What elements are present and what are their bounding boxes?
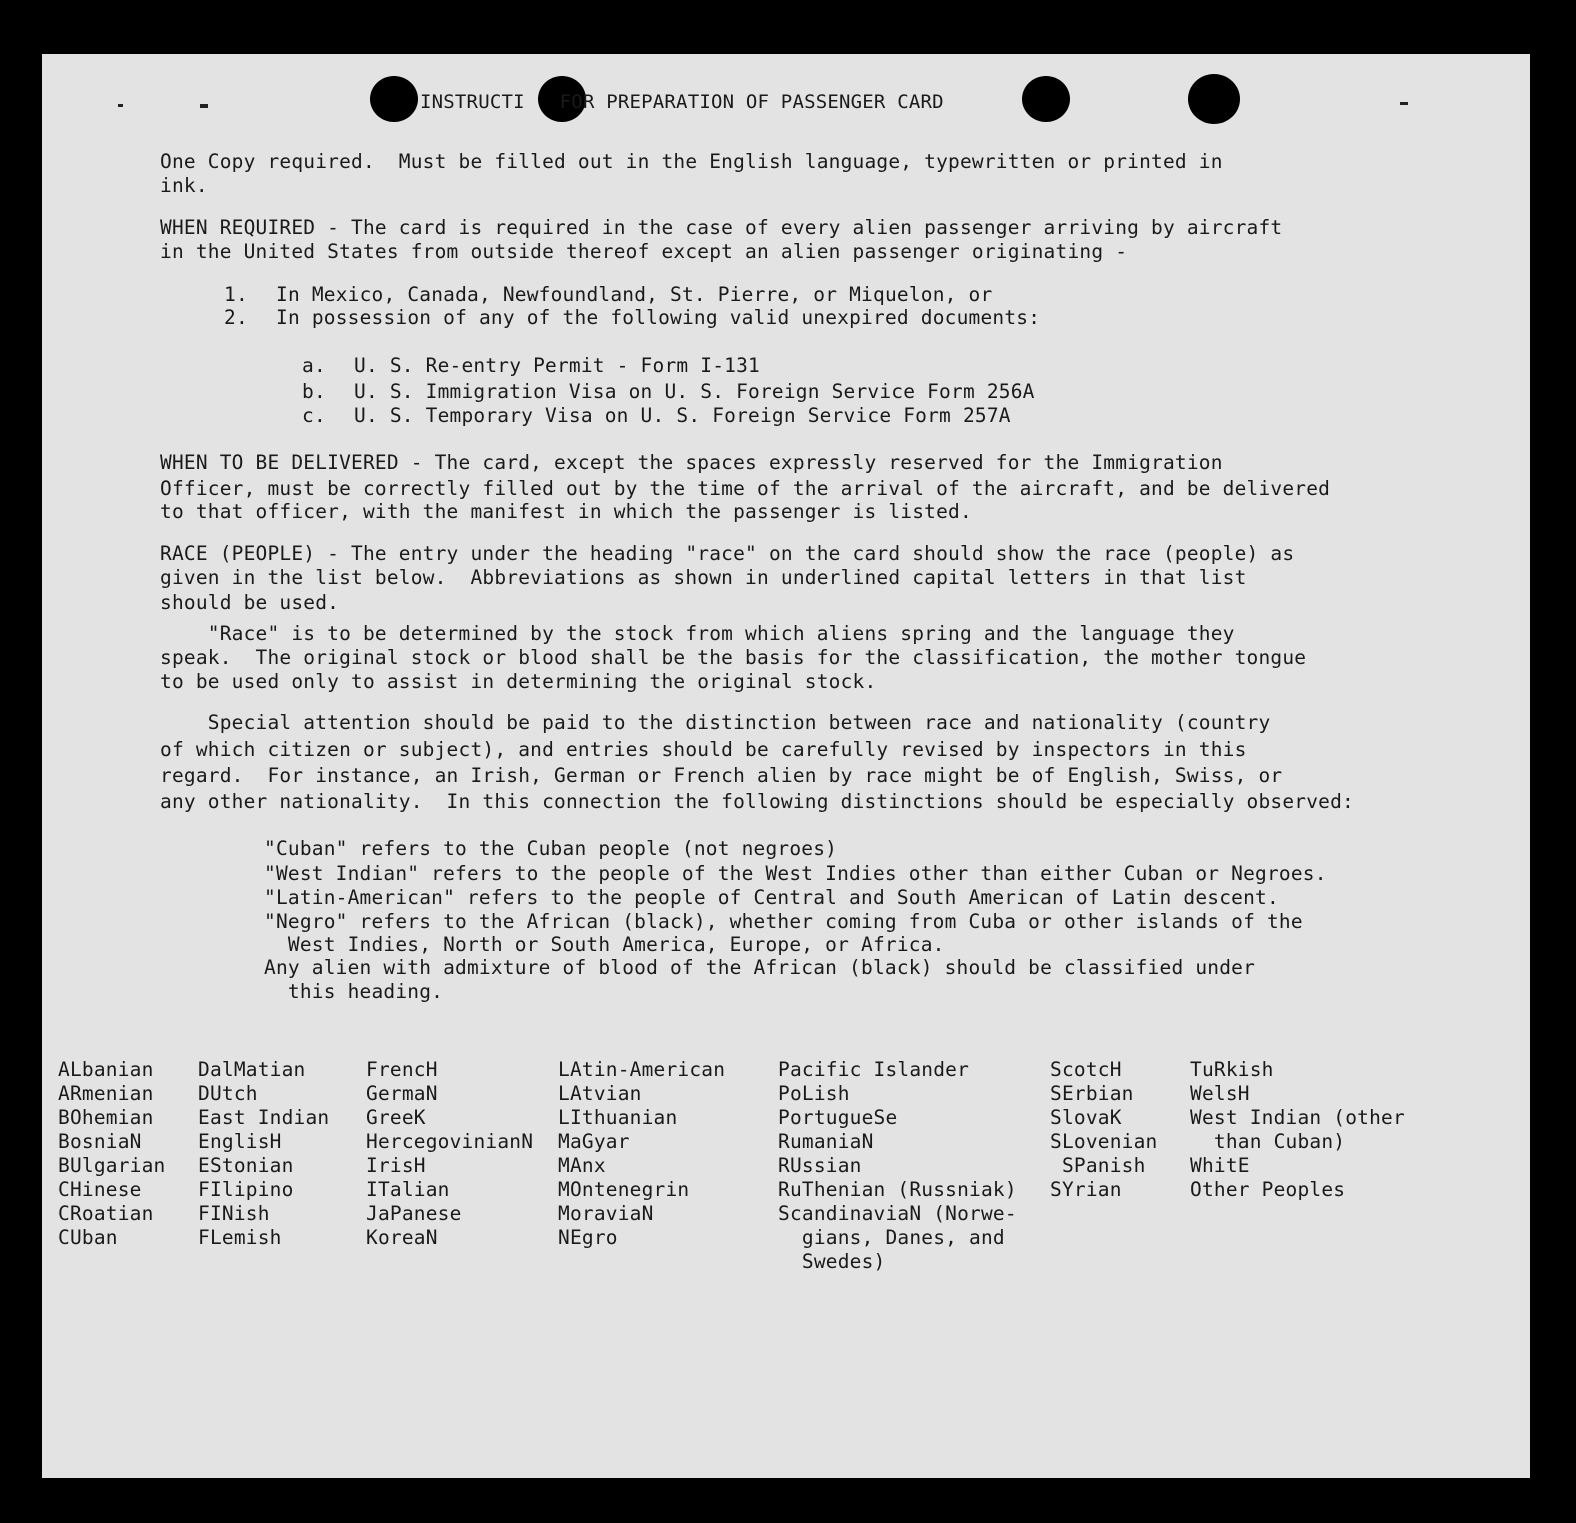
lettered-item-text: U. S. Immigration Visa on U. S. Foreign Service Form 256A [354, 380, 1035, 403]
race-list-item: TuRkish [1190, 1058, 1274, 1081]
race-list-item: PoLish [778, 1082, 850, 1105]
race-list-item: West Indian (other [1190, 1106, 1405, 1129]
race-list-item: BosniaN [58, 1130, 142, 1153]
special-attention-line: regard. For instance, an Irish, German or French alien by race might be of English, Swiss, or [160, 764, 1283, 787]
race-list-item: GermaN [366, 1082, 438, 1105]
race-list-item: MaGyar [558, 1130, 630, 1153]
race-list-item: DUtch [198, 1082, 258, 1105]
race-list-item: MoraviaN [558, 1202, 654, 1225]
lettered-item-letter: a. [302, 354, 326, 377]
race-list-item: LAtin-American [558, 1058, 726, 1081]
race-list-item: ALbanian [58, 1058, 154, 1081]
distinction-line: "Negro" refers to the African (black), whether coming from Cuba or other islands of the [264, 910, 1303, 933]
race-list-item: SErbian [1050, 1082, 1134, 1105]
race-list-item: MOntenegrin [558, 1178, 690, 1201]
distinction-line: West Indies, North or South America, Europe, or Africa. [264, 933, 945, 956]
paper-fleck [200, 104, 208, 108]
race-list-item: RUssian [778, 1154, 862, 1177]
race-list-item: BUlgarian [58, 1154, 166, 1177]
numbered-item-text: In Mexico, Canada, Newfoundland, St. Pierre, or Miquelon, or [276, 283, 993, 306]
race-list-item: Pacific Islander [778, 1058, 970, 1081]
race-list-item: ScotcH [1050, 1058, 1122, 1081]
race-list-column [558, 1058, 725, 1250]
race-list-item: CHinese [58, 1178, 142, 1201]
race-list-item: East Indian [198, 1106, 330, 1129]
race-list-item: FrencH [366, 1058, 438, 1081]
race-list-item: DalMatian [198, 1058, 306, 1081]
special-attention-line: of which citizen or subject), and entries should be carefully revised by inspectors in this [160, 738, 1247, 761]
special-attention-line: Special attention should be paid to the distinction between race and nationality (country [160, 711, 1271, 734]
distinction-line: "West Indian" refers to the people of the West Indies other than either Cuban or Negroes. [264, 862, 1327, 885]
when-required-line: in the United States from outside thereof except an alien passenger originating - [160, 240, 1128, 263]
numbered-item-number: 1. [224, 283, 248, 306]
race-list-item: MAnx [558, 1154, 606, 1177]
race-list-item: ScandinaviaN (Norwe- [778, 1202, 1017, 1225]
when-required-line: WHEN REQUIRED - The card is required in the case of every alien passenger arriving by aircraft [160, 216, 1283, 239]
race-definition-line: "Race" is to be determined by the stock from which aliens spring and the language they [160, 622, 1235, 645]
paper-fleck [118, 104, 123, 107]
page-title: INSTRUCTI FOR PREPARATION OF PASSENGER CARD [420, 91, 944, 113]
race-line: RACE (PEOPLE) - The entry under the heading "race" on the card should show the race (people) as [160, 542, 1295, 565]
race-list-item: EStonian [198, 1154, 294, 1177]
race-list-item: EnglisH [198, 1130, 282, 1153]
race-list-item: gians, Danes, and [778, 1226, 1005, 1249]
punch-hole [1022, 76, 1070, 122]
race-list-column [778, 1058, 1017, 1274]
intro-line: One Copy required. Must be filled out in the English language, typewritten or printed in [160, 150, 1223, 173]
race-list-item: SPanish [1050, 1154, 1146, 1177]
distinction-line: "Cuban" refers to the Cuban people (not negroes) [264, 837, 838, 860]
when-delivered-line: to that officer, with the manifest in which the passenger is listed. [160, 500, 972, 523]
race-list-item: ITalian [366, 1178, 450, 1201]
race-list-item: IrisH [366, 1154, 426, 1177]
distinction-line: this heading. [264, 980, 444, 1003]
race-list-item: LIthuanian [558, 1106, 678, 1129]
race-list-item: ARmenian [58, 1082, 154, 1105]
race-list-item: WelsH [1190, 1082, 1250, 1105]
race-list-item: SlovaK [1050, 1106, 1122, 1129]
race-list-item: SLovenian [1050, 1130, 1158, 1153]
race-list-column [366, 1058, 533, 1250]
race-list-item: than Cuban) [1190, 1130, 1346, 1153]
lettered-item-text: U. S. Re-entry Permit - Form I-131 [354, 354, 760, 377]
race-list-item: SYrian [1050, 1178, 1122, 1201]
race-list-column [1050, 1058, 1157, 1202]
lettered-item-text: U. S. Temporary Visa on U. S. Foreign Service Form 257A [354, 404, 1011, 427]
race-line: should be used. [160, 591, 340, 614]
race-list-item: KoreaN [366, 1226, 438, 1249]
numbered-item-text: In possession of any of the following valid unexpired documents: [276, 306, 1041, 329]
race-list-column [198, 1058, 329, 1250]
race-list-item: LAtvian [558, 1082, 642, 1105]
punch-hole [370, 76, 418, 122]
race-list-item: Other Peoples [1190, 1178, 1346, 1201]
race-list-item: FIlipino [198, 1178, 294, 1201]
when-delivered-line: Officer, must be correctly filled out by the time of the arrival of the aircraft, and be delivered [160, 477, 1331, 500]
distinction-line: Any alien with admixture of blood of the African (black) should be classified under [264, 956, 1256, 979]
race-list-item: FINish [198, 1202, 270, 1225]
paper-fleck [1400, 102, 1408, 105]
race-list-item: WhitE [1190, 1154, 1250, 1177]
race-list-column [1190, 1058, 1405, 1202]
distinction-line: "Latin-American" refers to the people of Central and South American of Latin descent. [264, 886, 1279, 909]
lettered-item-letter: c. [302, 404, 326, 427]
when-delivered-line: WHEN TO BE DELIVERED - The card, except the spaces expressly reserved for the Immigration [160, 451, 1223, 474]
race-definition-line: speak. The original stock or blood shall be the basis for the classification, the mother tongue [160, 646, 1307, 669]
race-list-item: HercegovinianN [366, 1130, 534, 1153]
special-attention-line: any other nationality. In this connection the following distinctions should be especially observed: [160, 790, 1354, 813]
race-list-item: RuThenian (Russniak) [778, 1178, 1017, 1201]
race-list-item: NEgro [558, 1226, 618, 1249]
race-list-item: RumaniaN [778, 1130, 874, 1153]
race-definition-line: to be used only to assist in determining the original stock. [160, 670, 877, 693]
numbered-item-number: 2. [224, 306, 248, 329]
race-list-item: FLemish [198, 1226, 282, 1249]
punch-hole [1188, 74, 1240, 124]
race-list-column [58, 1058, 165, 1250]
race-list-item: BOhemian [58, 1106, 154, 1129]
race-list-item: Swedes) [778, 1250, 886, 1273]
race-list-item: JaPanese [366, 1202, 462, 1225]
lettered-item-letter: b. [302, 380, 326, 403]
race-list-item: GreeK [366, 1106, 426, 1129]
race-list-item: CUban [58, 1226, 118, 1249]
race-list-item: CRoatian [58, 1202, 154, 1225]
intro-line: ink. [160, 174, 208, 197]
race-list-item: PortugueSe [778, 1106, 898, 1129]
race-line: given in the list below. Abbreviations as shown in underlined capital letters in that list [160, 566, 1247, 589]
